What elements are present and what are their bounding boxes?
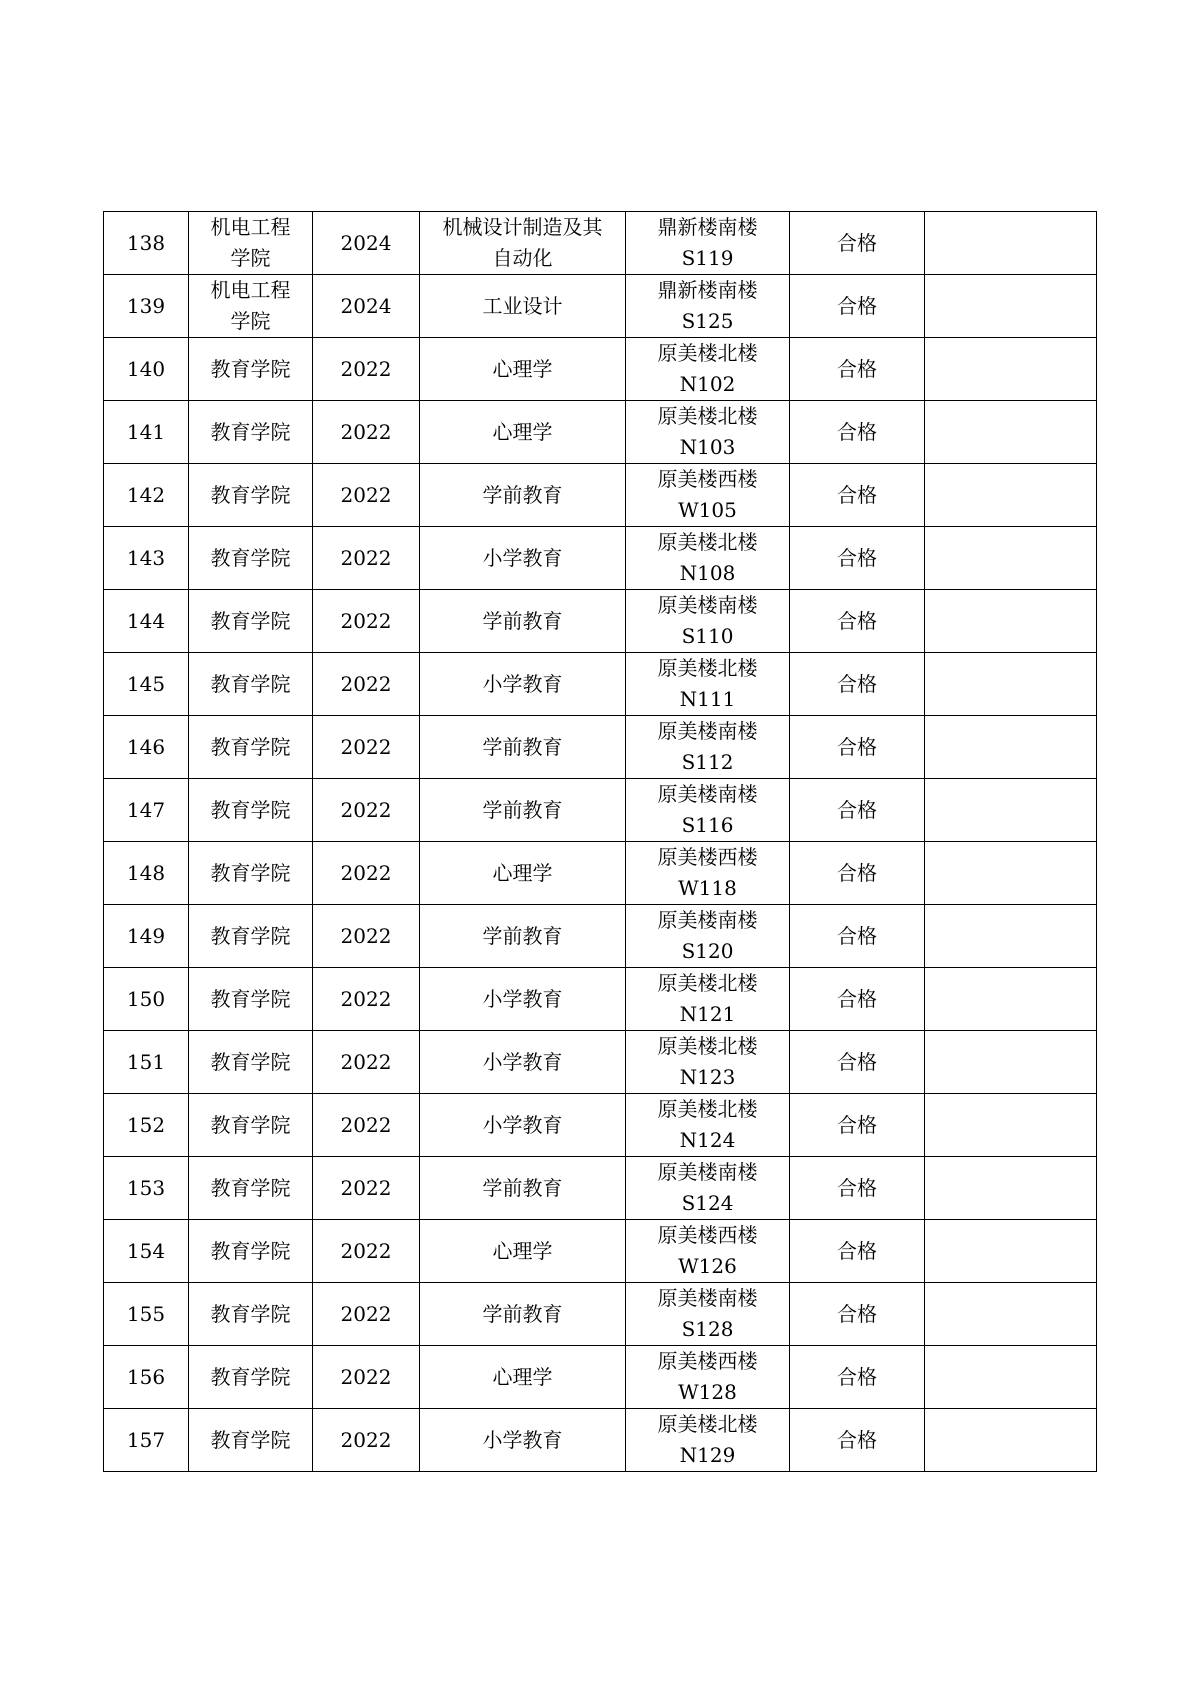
row-number-cell: 147 [104,779,189,842]
row-number-cell: 156 [104,1346,189,1409]
dorm-room-text-line: W128 [678,1380,737,1404]
remark-cell [925,653,1097,716]
dorm-room-cell [626,905,790,968]
remark-cell [925,1220,1097,1283]
table-row [104,716,1097,779]
result-cell: 合格 [790,1094,925,1157]
college-text-line: 教育学院 [210,860,291,885]
year-cell: 2022 [313,401,420,464]
year-cell: 2022 [313,1283,420,1346]
table-row [104,1094,1097,1157]
year-cell: 2022 [313,1220,420,1283]
dorm-room-text-line: 原美楼北楼 [657,971,758,995]
major-cell [420,1283,626,1346]
dorm-room-text-line: S116 [681,813,734,837]
remark-cell [925,779,1097,842]
major-text-line: 小学教育 [482,986,563,1011]
dorm-room-cell [626,1409,790,1472]
dorm-room-cell [626,716,790,779]
major-cell [420,905,626,968]
table-row [104,1220,1097,1283]
year-cell: 2022 [313,464,420,527]
dorm-room-text-line: N108 [679,561,736,585]
year-cell: 2022 [313,1157,420,1220]
dorm-room-text-line: N111 [679,687,736,711]
dorm-room-text-line: 原美楼北楼 [657,1034,758,1058]
row-number-cell: 152 [104,1094,189,1157]
major-text-line: 小学教育 [482,1427,563,1452]
dorm-room-text-line: 原美楼西楼 [657,1349,758,1373]
major-cell [420,716,626,779]
dorm-room-text-line: S124 [681,1191,734,1215]
result-cell: 合格 [790,275,925,338]
dorm-room-text-line: N123 [679,1065,736,1089]
college-cell [189,1346,313,1409]
dorm-room-text-line: 原美楼西楼 [657,467,758,491]
row-number-cell: 155 [104,1283,189,1346]
year-cell: 2022 [313,968,420,1031]
remark-cell [925,527,1097,590]
year-cell: 2022 [313,527,420,590]
dorm-room-text-line: 原美楼北楼 [657,656,758,680]
result-cell: 合格 [790,338,925,401]
year-cell: 2022 [313,1409,420,1472]
college-cell [189,653,313,716]
row-number-cell: 141 [104,401,189,464]
major-text-line: 心理学 [492,356,553,381]
year-cell: 2022 [313,716,420,779]
row-number-cell: 153 [104,1157,189,1220]
table-row [104,1157,1097,1220]
dorm-room-text-line: 原美楼南楼 [657,1160,758,1184]
major-text-line: 心理学 [492,1238,553,1263]
row-number-cell: 142 [104,464,189,527]
row-number-cell: 139 [104,275,189,338]
table-row [104,1031,1097,1094]
table-row [104,1346,1097,1409]
dorm-room-cell [626,1346,790,1409]
college-cell [189,590,313,653]
college-text-line: 教育学院 [210,986,291,1011]
remark-cell [925,401,1097,464]
year-cell: 2022 [313,905,420,968]
major-cell [420,527,626,590]
college-text-line: 教育学院 [210,419,291,444]
college-cell [189,1283,313,1346]
year-cell: 2022 [313,779,420,842]
college-cell [189,1031,313,1094]
dorm-room-cell [626,842,790,905]
dorm-room-text-line: S128 [681,1317,734,1341]
row-number-cell: 143 [104,527,189,590]
result-cell: 合格 [790,1409,925,1472]
table-body [104,212,1097,1472]
dorm-room-text-line: 鼎新楼南楼 [657,278,758,302]
dorm-room-text-line: N121 [679,1002,736,1026]
remark-cell [925,842,1097,905]
result-cell: 合格 [790,527,925,590]
remark-cell [925,1094,1097,1157]
college-cell [189,212,313,275]
dorm-room-text-line: 鼎新楼南楼 [657,215,758,239]
dorm-room-text-line: 原美楼南楼 [657,1286,758,1310]
dorm-room-cell [626,1031,790,1094]
year-cell: 2022 [313,590,420,653]
row-number-cell: 146 [104,716,189,779]
dorm-room-text-line: 原美楼南楼 [657,782,758,806]
result-cell: 合格 [790,464,925,527]
dorm-room-text-line: W105 [678,498,737,522]
dorm-room-cell [626,464,790,527]
inspection-results-table [103,211,1097,1472]
dorm-room-text-line: W126 [678,1254,737,1278]
dorm-room-text-line: 原美楼南楼 [657,593,758,617]
college-cell [189,716,313,779]
table-row [104,968,1097,1031]
result-cell: 合格 [790,716,925,779]
college-text-line: 教育学院 [210,671,291,696]
major-text-line: 学前教育 [482,608,563,633]
row-number-cell: 157 [104,1409,189,1472]
major-text-line: 自动化 [492,246,553,270]
major-cell [420,968,626,1031]
remark-cell [925,338,1097,401]
year-cell: 2022 [313,1346,420,1409]
year-cell: 2024 [313,212,420,275]
college-text-line: 教育学院 [210,1175,291,1200]
major-cell [420,653,626,716]
remark-cell [925,1031,1097,1094]
college-text-line: 教育学院 [210,608,291,633]
college-text-line: 教育学院 [210,1049,291,1074]
dorm-room-cell [626,1094,790,1157]
college-text-line: 教育学院 [210,1301,291,1326]
major-text-line: 学前教育 [482,734,563,759]
year-cell: 2022 [313,653,420,716]
college-text-line: 教育学院 [210,482,291,507]
remark-cell [925,1409,1097,1472]
dorm-room-cell [626,779,790,842]
dorm-room-text-line: S120 [681,939,734,963]
remark-cell [925,1157,1097,1220]
year-cell: 2024 [313,275,420,338]
dorm-room-cell [626,1283,790,1346]
college-text-line: 教育学院 [210,1112,291,1137]
table-row [104,1283,1097,1346]
row-number-cell: 149 [104,905,189,968]
college-cell [189,527,313,590]
college-text-line: 机电工程 [210,278,291,302]
result-cell: 合格 [790,968,925,1031]
major-cell [420,1157,626,1220]
college-text-line: 教育学院 [210,1427,291,1452]
major-cell [420,1094,626,1157]
college-cell [189,401,313,464]
major-text-line: 心理学 [492,419,553,444]
college-cell [189,779,313,842]
college-cell [189,842,313,905]
table-row [104,653,1097,716]
college-text-line: 教育学院 [210,1364,291,1389]
dorm-room-text-line: 原美楼北楼 [657,404,758,428]
dorm-room-text-line: 原美楼北楼 [657,1412,758,1436]
dorm-room-text-line: S125 [681,309,734,333]
dorm-room-cell [626,275,790,338]
table-row [104,464,1097,527]
result-cell: 合格 [790,212,925,275]
dorm-room-text-line: 原美楼北楼 [657,341,758,365]
college-text-line: 教育学院 [210,545,291,570]
major-text-line: 心理学 [492,860,553,885]
dorm-room-cell [626,527,790,590]
dorm-room-text-line: 原美楼西楼 [657,1223,758,1247]
remark-cell [925,968,1097,1031]
major-text-line: 学前教育 [482,797,563,822]
major-cell [420,1409,626,1472]
dorm-room-text-line: N102 [679,372,736,396]
table-row [104,212,1097,275]
dorm-room-cell [626,338,790,401]
college-text-line: 教育学院 [210,923,291,948]
dorm-room-cell [626,212,790,275]
dorm-room-text-line: S110 [681,624,734,648]
college-cell [189,1409,313,1472]
major-text-line: 机械设计制造及其 [442,215,603,239]
college-cell [189,275,313,338]
major-text-line: 学前教育 [482,482,563,507]
table-row [104,275,1097,338]
college-cell [189,338,313,401]
row-number-cell: 154 [104,1220,189,1283]
major-text-line: 小学教育 [482,671,563,696]
major-cell [420,779,626,842]
table-row [104,527,1097,590]
college-text-line: 学院 [230,309,271,333]
result-cell: 合格 [790,842,925,905]
result-cell: 合格 [790,590,925,653]
major-text-line: 学前教育 [482,1301,563,1326]
table-row [104,842,1097,905]
row-number-cell: 150 [104,968,189,1031]
college-text-line: 机电工程 [210,215,291,239]
dorm-room-cell [626,1157,790,1220]
result-cell: 合格 [790,779,925,842]
row-number-cell: 138 [104,212,189,275]
row-number-cell: 144 [104,590,189,653]
dorm-room-text-line: 原美楼南楼 [657,908,758,932]
major-text-line: 小学教育 [482,1049,563,1074]
dorm-room-cell [626,1220,790,1283]
major-cell [420,842,626,905]
major-text-line: 学前教育 [482,1175,563,1200]
row-number-cell: 151 [104,1031,189,1094]
college-text-line: 学院 [230,246,271,270]
major-text-line: 心理学 [492,1364,553,1389]
major-cell [420,212,626,275]
result-cell: 合格 [790,653,925,716]
remark-cell [925,464,1097,527]
dorm-room-cell [626,653,790,716]
remark-cell [925,590,1097,653]
result-cell: 合格 [790,401,925,464]
remark-cell [925,1283,1097,1346]
result-cell: 合格 [790,905,925,968]
dorm-room-cell [626,968,790,1031]
major-cell [420,275,626,338]
dorm-room-text-line: 原美楼南楼 [657,719,758,743]
row-number-cell: 148 [104,842,189,905]
remark-cell [925,275,1097,338]
college-text-line: 教育学院 [210,797,291,822]
year-cell: 2022 [313,1094,420,1157]
remark-cell [925,1346,1097,1409]
result-cell: 合格 [790,1220,925,1283]
major-cell [420,338,626,401]
year-cell: 2022 [313,338,420,401]
table-row [104,401,1097,464]
dorm-room-text-line: 原美楼北楼 [657,1097,758,1121]
major-text-line: 学前教育 [482,923,563,948]
dorm-room-cell [626,401,790,464]
table-row [104,905,1097,968]
result-cell: 合格 [790,1157,925,1220]
college-text-line: 教育学院 [210,356,291,381]
college-cell [189,1220,313,1283]
row-number-cell: 145 [104,653,189,716]
result-cell: 合格 [790,1283,925,1346]
major-text-line: 工业设计 [482,293,563,318]
table-row [104,1409,1097,1472]
major-cell [420,1031,626,1094]
year-cell: 2022 [313,842,420,905]
remark-cell [925,905,1097,968]
dorm-room-text-line: N103 [679,435,736,459]
remark-cell [925,212,1097,275]
college-cell [189,1157,313,1220]
college-cell [189,1094,313,1157]
dorm-room-text-line: 原美楼西楼 [657,845,758,869]
dorm-room-text-line: S119 [681,246,734,270]
college-cell [189,464,313,527]
year-cell: 2022 [313,1031,420,1094]
dorm-room-text-line: N124 [679,1128,736,1152]
dorm-room-text-line: S112 [681,750,734,774]
major-cell [420,590,626,653]
table-row [104,338,1097,401]
dorm-room-cell [626,590,790,653]
dorm-room-text-line: N129 [679,1443,736,1467]
major-text-line: 小学教育 [482,1112,563,1137]
table-row [104,590,1097,653]
dorm-room-text-line: W118 [678,876,737,900]
major-cell [420,1220,626,1283]
major-text-line: 小学教育 [482,545,563,570]
college-text-line: 教育学院 [210,1238,291,1263]
college-cell [189,968,313,1031]
college-text-line: 教育学院 [210,734,291,759]
major-cell [420,464,626,527]
college-cell [189,905,313,968]
major-cell [420,1346,626,1409]
row-number-cell: 140 [104,338,189,401]
remark-cell [925,716,1097,779]
major-cell [420,401,626,464]
result-cell: 合格 [790,1031,925,1094]
dorm-room-text-line: 原美楼北楼 [657,530,758,554]
result-cell: 合格 [790,1346,925,1409]
table-row [104,779,1097,842]
